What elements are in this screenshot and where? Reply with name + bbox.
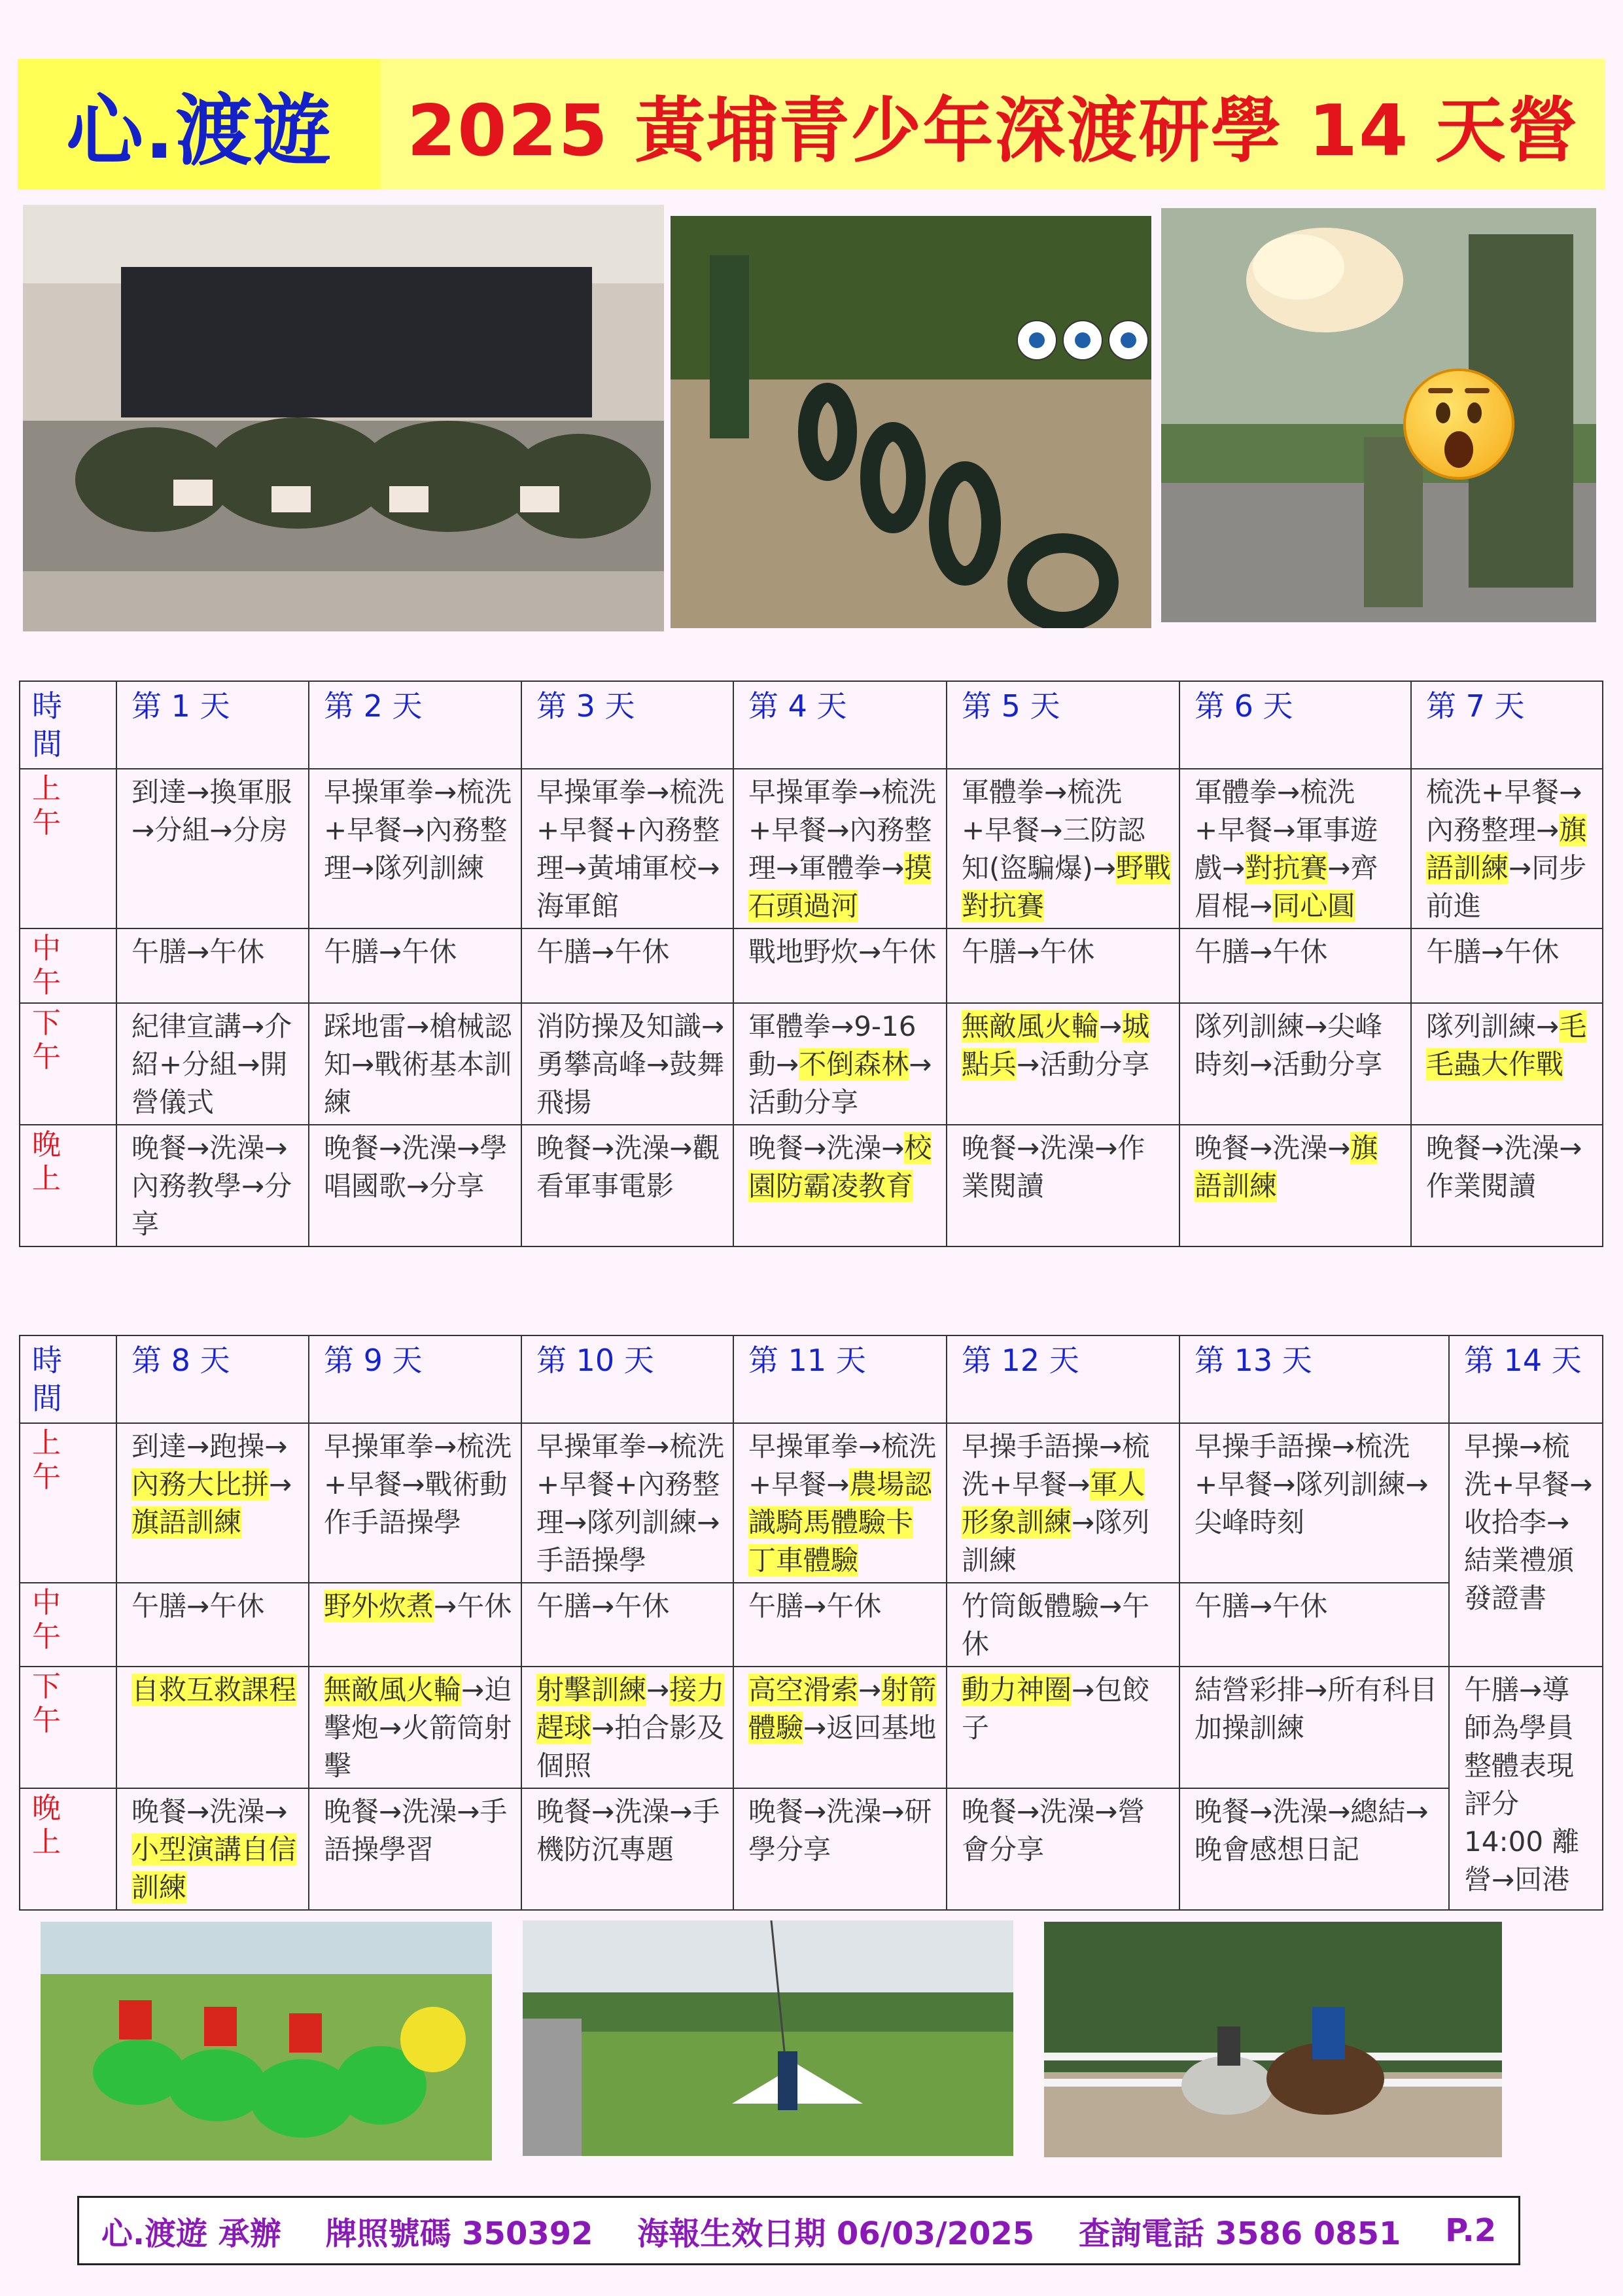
activity-text: 紀律宣講→介紹+分組→開營儀式 [131,1010,292,1118]
schedule-row [20,1003,1603,1125]
activity-text: → [646,1674,670,1706]
activity-text: →包餃子 [962,1674,1150,1744]
highlighted-activity: 旗語訓練 [1195,1132,1378,1202]
activity-text: 早操軍拳→梳洗+早餐→內務整理→隊列訓練 [324,776,512,884]
activity-text: 午膳→午休 [131,1590,265,1622]
schedule-cell [521,928,733,1003]
highlighted-activity: 野戰對抗賽 [962,852,1171,922]
schedule-cell [1179,1788,1449,1910]
schedule-cell [521,1125,733,1246]
activity-text: → [269,1468,292,1500]
activity-text: 早操軍拳→梳洗+早餐→ [748,1430,937,1500]
activity-text: 晚餐→洗澡→ [131,1795,288,1828]
schedule-cell [733,1788,947,1910]
schedule-cell [947,1125,1179,1246]
schedule-cell [309,1003,521,1125]
schedule-cell [521,1583,733,1667]
schedule-cell [1179,1423,1449,1583]
schedule-row [20,1788,1603,1910]
activity-text: 午膳→午休 [536,936,670,968]
schedule-cell [116,928,309,1003]
activity-text: 到達→跑操→ [131,1430,288,1462]
title-banner [381,59,1605,190]
highlighted-activity: 旗語訓練 [1426,814,1587,884]
activity-text: 早操手語操→梳洗+早餐→ [962,1430,1150,1500]
highlighted-activity: 摸石頭過河 [748,852,932,922]
activity-text: 午膳→午休 [1426,936,1560,968]
highlighted-activity: 射箭體驗 [748,1674,937,1744]
schedule-cell [733,769,947,928]
schedule-cell [521,1423,733,1583]
schedule-cell [116,1125,309,1246]
activity-text: 軍體拳→9-16動→ [748,1010,916,1080]
activity-text: 戰地野炊→午休 [748,936,937,968]
schedule-cell [947,1788,1179,1910]
activity-text: →齊眉棍→ [1195,852,1378,922]
highlighted-activity: 同心圓 [1272,890,1355,922]
activity-text: 午膳→午休 [962,936,1095,968]
schedule-cell [1179,1003,1411,1125]
activity-text: 晚餐→洗澡→總結→晚會感想日記 [1195,1795,1429,1865]
schedule-cell [733,1125,947,1246]
schedule-row [20,1583,1603,1667]
activity-text: 早操軍拳→梳洗+早餐+內務整理→黃埔軍校→海軍館 [536,776,725,922]
activity-text: →隊列訓練 [962,1506,1150,1576]
day-header: 第 11 天 [733,1335,947,1423]
activity-text: →午休 [434,1590,512,1622]
activity-text: 晚餐→洗澡→作業閱讀 [962,1132,1145,1202]
highlighted-activity: 小型演講自信訓練 [131,1833,297,1903]
highlighted-activity: 射擊訓練 [536,1674,647,1706]
schedule-week2 [19,1335,1603,1911]
effective-date: 海報生效日期 06/03/2025 [637,2215,1035,2252]
activity-text: 午膳→午休 [131,936,265,968]
surprised-face-icon [1403,368,1514,480]
schedule-cell [309,1125,521,1246]
zipline-photo [523,1920,1013,2156]
highlighted-activity: 軍人形象訓練 [962,1468,1145,1538]
schedule-cell [1179,928,1411,1003]
highlighted-activity: 旗語訓練 [131,1506,242,1538]
schedule-cell [733,1667,947,1788]
license-number: 牌照號碼 350392 [325,2215,593,2252]
day-header: 第 8 天 [116,1335,309,1423]
schedule-cell [947,928,1179,1003]
highlighted-activity: 毛毛蟲大作戰 [1426,1010,1587,1080]
activity-text: 晚餐→洗澡→作業閱讀 [1426,1132,1582,1202]
schedule-cell [733,1583,947,1667]
schedule-cell [309,1423,521,1583]
activity-text: 晚餐→洗澡→研學分享 [748,1795,932,1865]
schedule-cell [309,1788,521,1910]
schedule-week2-header [20,1335,1603,1423]
schedule-cell [1179,1583,1449,1667]
time-slot-label: 下 午 [20,1003,116,1125]
day14-morning-cell [1449,1423,1603,1667]
schedule-cell [733,1003,947,1125]
enquiry-phone: 查詢電話 3586 0851 [1078,2215,1401,2252]
highlighted-activity: 野外炊煮 [324,1590,434,1622]
activity-text: 消防操及知識→勇攀高峰→鼓舞飛揚 [536,1010,725,1118]
activity-text: 早操軍拳→梳洗+早餐+內務整理→隊列訓練→手語操學 [536,1430,725,1576]
page-number: P.2 [1445,2212,1497,2249]
activity-text: 晚餐→洗澡→內務教學→分享 [131,1132,292,1240]
day14-afternoon-cell [1449,1667,1603,1910]
activity-text: 竹筒飯體驗→午休 [962,1590,1150,1660]
organizer: 心.渡遊 承辦 [101,2215,281,2252]
schedule-cell [521,1788,733,1910]
schedule-row [20,1667,1603,1788]
time-slot-label: 晚 上 [20,1788,116,1910]
day-header: 第 14 天 [1449,1335,1603,1423]
activity-text: 午膳→午休 [1195,936,1328,968]
time-slot-label: 中 午 [20,1583,116,1667]
day-header: 第 5 天 [947,681,1179,769]
schedule-cell [1179,1667,1449,1788]
schedule-cell [116,1583,309,1667]
schedule-cell [116,1423,309,1583]
schedule-cell [947,1003,1179,1125]
day-header: 第 13 天 [1179,1335,1449,1423]
obstacle-course-photo [671,216,1151,628]
time-slot-label: 下 午 [20,1667,116,1788]
time-header: 時 間 [20,681,116,769]
time-slot-label: 上 午 [20,1423,116,1583]
activity-text: 午膳→導師為學員整體表現評分 14:00 離營→回港 [1464,1674,1580,1896]
activity-text: 隊列訓練→尖峰時刻→活動分享 [1195,1010,1383,1080]
schedule-cell [116,1788,309,1910]
highlighted-activity: 內務大比拼 [131,1468,270,1500]
schedule-row [20,928,1603,1003]
page-title: 2025 黃埔青少年深渡研學 14 天營 [407,90,1579,172]
schedule-cell [733,928,947,1003]
activity-text: 到達→換軍服→分組→分房 [131,776,292,846]
footer-bar [77,2196,1520,2265]
activity-text: →活動分享 [748,1048,932,1118]
activity-text: 晚餐→洗澡→觀看軍事電影 [536,1132,720,1202]
schedule-cell [116,1003,309,1125]
day-header: 第 6 天 [1179,681,1411,769]
activity-text: 早操軍拳→梳洗+早餐→內務整理→軍體拳→ [748,776,937,884]
highlighted-activity: 校園防霸凌教育 [748,1132,932,1202]
highlighted-activity: 無敵風火輪 [324,1674,462,1706]
activity-text: 軍體拳→梳洗+早餐→軍事遊戲→ [1195,776,1378,884]
highlighted-activity: 自救互救課程 [131,1674,297,1706]
highlighted-activity: 城點兵 [962,1010,1150,1080]
activity-text: →同步前進 [1426,852,1587,922]
schedule-cell [521,1003,733,1125]
logo-banner [18,59,381,190]
activity-text: 晚餐→洗澡→ [1195,1132,1351,1164]
activity-text: 午膳→午休 [324,936,457,968]
group-photo [23,205,664,631]
day-header: 第 4 天 [733,681,947,769]
day-header: 第 1 天 [116,681,309,769]
schedule-cell [1411,928,1603,1003]
day-header: 第 2 天 [309,681,521,769]
logo-text: 心.渡遊 [66,86,332,176]
horse-riding-photo [1044,1922,1502,2157]
highlighted-activity: 不倒森林 [799,1048,909,1080]
activity-text: 早操軍拳→梳洗+早餐→戰術動作手語操學 [324,1430,512,1538]
schedule-cell [1411,1003,1603,1125]
schedule-cell [521,1667,733,1788]
schedule-row [20,1423,1603,1583]
time-slot-label: 中 午 [20,928,116,1003]
time-header: 時 間 [20,1335,116,1423]
schedule-cell [309,769,521,928]
schedule-cell [1411,1125,1603,1246]
activity-text: → [1099,1010,1123,1042]
highlighted-activity: 對抗賽 [1245,852,1328,884]
activity-text: 晚餐→洗澡→學唱國歌→分享 [324,1132,508,1202]
activity-text: → [858,1674,882,1706]
activity-text: 踩地雷→槍械認知→戰術基本訓練 [324,1010,512,1118]
highlighted-activity: 高空滑索 [748,1674,859,1706]
activity-text: 早操→梳洗+早餐→收拾李→結業禮頒發證書 [1464,1430,1593,1614]
time-slot-label: 上 午 [20,769,116,928]
activity-text: 晚餐→洗澡→手機防沉專題 [536,1795,720,1865]
schedule-week1 [19,680,1603,1247]
day-header: 第 7 天 [1411,681,1603,769]
activity-text: 午膳→午休 [1195,1590,1328,1622]
activity-text: 結營彩排→所有科目加操訓練 [1195,1674,1438,1744]
schedule-week1-header [20,681,1603,769]
schedule-cell [521,769,733,928]
activity-text: 軍體拳→梳洗+早餐→三防認知(盜騙爆)→ [962,776,1145,884]
time-slot-label: 晚 上 [20,1125,116,1246]
day-header: 第 10 天 [521,1335,733,1423]
day-header: 第 12 天 [947,1335,1179,1423]
mortar-firing-photo [1161,208,1596,622]
schedule-cell [309,1583,521,1667]
schedule-cell [309,928,521,1003]
schedule-cell [947,769,1179,928]
activity-text: 午膳→午休 [748,1590,882,1622]
activity-text: 午膳→午休 [536,1590,670,1622]
activity-text: 隊列訓練→ [1426,1010,1560,1042]
day-header: 第 9 天 [309,1335,521,1423]
schedule-cell [1179,769,1411,928]
schedule-cell [309,1667,521,1788]
schedule-cell [116,769,309,928]
schedule-cell [947,1667,1179,1788]
activity-text: →返回基地 [803,1712,937,1744]
schedule-cell [947,1583,1179,1667]
highlighted-activity: 無敵風火輪 [962,1010,1100,1042]
highlighted-activity: 農場認識騎馬體驗卡丁車體驗 [748,1468,932,1576]
activity-text: →迫擊炮→火箭筒射擊 [324,1674,512,1782]
day-header: 第 3 天 [521,681,733,769]
activity-text: 早操手語操→梳洗+早餐→隊列訓練→尖峰時刻 [1195,1430,1429,1538]
schedule-cell [947,1423,1179,1583]
highlighted-activity: 動力神圈 [962,1674,1072,1706]
schedule-cell [733,1423,947,1583]
activity-text: 晚餐→洗澡→ [748,1132,905,1164]
schedule-cell [1179,1125,1411,1246]
schedule-row [20,769,1603,928]
caterpillar-game-photo [41,1922,492,2161]
highlighted-activity: 接力趕球 [536,1674,725,1744]
schedule-cell [1411,769,1603,928]
schedule-cell [116,1667,309,1788]
activity-text: →拍合影及個照 [536,1712,725,1782]
activity-text: 晚餐→洗澡→手語操學習 [324,1795,508,1865]
schedule-row [20,1125,1603,1246]
activity-text: →活動分享 [1017,1048,1150,1080]
activity-text: 晚餐→洗澡→營會分享 [962,1795,1145,1865]
activity-text: 梳洗+早餐→內務整理→ [1426,776,1582,846]
